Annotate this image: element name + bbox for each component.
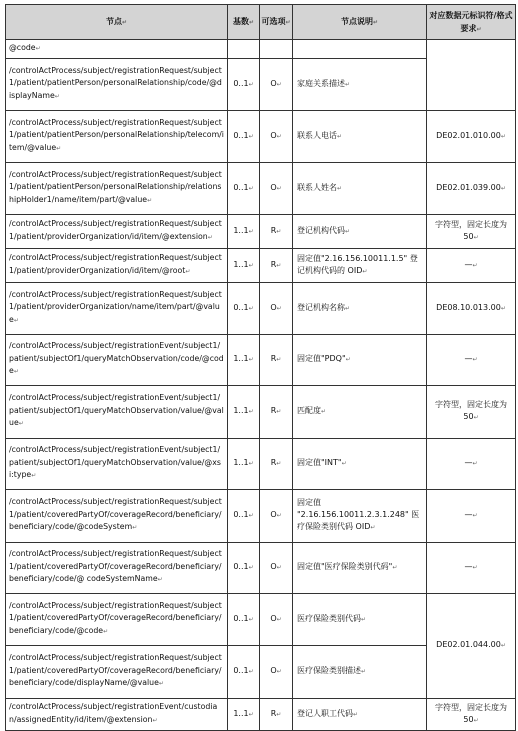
node-description: 登记人职工代码↵ [293, 698, 427, 730]
node-description: 医疗保险类别描述↵ [293, 645, 427, 698]
node-description: 固定值"2.16.156.10011.1.5" 登记机构代码的 OID↵ [293, 248, 427, 282]
node-description: 固定值"医疗保险类别代码"↵ [293, 542, 427, 593]
node-path: /controlActProcess/subject/registrationRequest/subject1/patient/coveredPartyOf/coverageRecord/beneficiary/beneficiary/code/displayName/@value↵ [6, 645, 228, 698]
data-element-id: DE08.10.013.00↵ [427, 282, 516, 334]
data-element-id: —↵ [427, 489, 516, 542]
node-path: /controlActProcess/subject/registrationRequest/subject1/patient/coveredPartyOf/coverageRecord/beneficiary/beneficiary/code/@ codeSystemName↵ [6, 542, 228, 593]
node-description [293, 40, 427, 59]
optionality: O↵ [260, 58, 293, 110]
optionality: O↵ [260, 593, 293, 645]
optionality: O↵ [260, 542, 293, 593]
cardinality: 1..1↵ [228, 248, 260, 282]
node-spec-table [5, 4, 516, 731]
data-element-id: —↵ [427, 334, 516, 385]
cardinality: 1..1↵ [228, 214, 260, 248]
node-description: 家庭关系描述↵ [293, 58, 427, 110]
node-description: 匹配度↵ [293, 385, 427, 438]
data-element-id: 字符型，固定长度为 50↵ [427, 214, 516, 248]
data-element-id: —↵ [427, 438, 516, 489]
node-path: /controlActProcess/subject/registrationRequest/subject1/patient/providerOrganization/id/item/@root↵ [6, 248, 228, 282]
node-path: /controlActProcess/subject/registrationEvent/subject1/patient/subjectOf1/queryMatchObservation/code/@code↵ [6, 334, 228, 385]
data-element-id: DE02.01.010.00↵ [427, 110, 516, 162]
table-row [6, 489, 516, 542]
table-row [6, 698, 516, 730]
table-row [6, 593, 516, 645]
cardinality: 0..1↵ [228, 542, 260, 593]
optionality: R↵ [260, 385, 293, 438]
optionality: R↵ [260, 248, 293, 282]
cardinality: 0..1↵ [228, 282, 260, 334]
header-node: 节点↵ [6, 5, 228, 40]
node-path: /controlActProcess/subject/registrationRequest/subject1/patient/patientPerson/personalRelationship/code/@displayName↵ [6, 58, 228, 110]
cardinality: 0..1↵ [228, 162, 260, 214]
node-description: 联系人姓名↵ [293, 162, 427, 214]
table-row [6, 110, 516, 162]
cardinality: 0..1↵ [228, 489, 260, 542]
optionality: R↵ [260, 334, 293, 385]
node-description: 登记机构名称↵ [293, 282, 427, 334]
header-row [6, 5, 516, 40]
cardinality [228, 40, 260, 59]
table-row [6, 385, 516, 438]
data-element-id: 字符型，固定长度为 50↵ [427, 698, 516, 730]
data-element-id: DE02.01.039.00↵ [427, 162, 516, 214]
optionality: R↵ [260, 214, 293, 248]
optionality: O↵ [260, 489, 293, 542]
node-description: 联系人电话↵ [293, 110, 427, 162]
table-row [6, 248, 516, 282]
header-description: 节点说明↵ [293, 5, 427, 40]
node-path: /controlActProcess/subject/registrationRequest/subject1/patient/providerOrganization/id/item/@extension↵ [6, 214, 228, 248]
data-element-id: 字符型，固定长度为 50↵ [427, 385, 516, 438]
cardinality: 0..1↵ [228, 58, 260, 110]
table-row [6, 214, 516, 248]
optionality: R↵ [260, 438, 293, 489]
optionality: O↵ [260, 162, 293, 214]
data-element-id [427, 40, 516, 111]
cardinality: 1..1↵ [228, 698, 260, 730]
node-description: 登记机构代码↵ [293, 214, 427, 248]
header-data-element: 对应数据元标识符/格式要求↵ [427, 5, 516, 40]
node-path: /controlActProcess/subject/registrationRequest/subject1/patient/coveredPartyOf/coverageRecord/beneficiary/beneficiary/code/@code↵ [6, 593, 228, 645]
header-optional: 可选项↵ [260, 5, 293, 40]
table-row [6, 282, 516, 334]
header-cardinality: 基数↵ [228, 5, 260, 40]
data-element-id: —↵ [427, 542, 516, 593]
table-row [6, 542, 516, 593]
optionality: R↵ [260, 698, 293, 730]
node-description: 固定值"INT"↵ [293, 438, 427, 489]
optionality: O↵ [260, 645, 293, 698]
cardinality: 1..1↵ [228, 438, 260, 489]
optionality: O↵ [260, 110, 293, 162]
node-path: /controlActProcess/subject/registrationRequest/subject1/patient/patientPerson/personalRelationship/relationshipHolder1/name/item/part/@value↵ [6, 162, 228, 214]
table-row [6, 162, 516, 214]
node-path: /controlActProcess/subject/registrationEvent/subject1/patient/subjectOf1/queryMatchObservation/value/@value↵ [6, 385, 228, 438]
node-description: 固定值 "2.16.156.10011.2.3.1.248" 医疗保险类别代码 OID↵ [293, 489, 427, 542]
cardinality: 0..1↵ [228, 110, 260, 162]
cardinality: 1..1↵ [228, 334, 260, 385]
optionality: O↵ [260, 282, 293, 334]
data-element-id: DE02.01.044.00↵ [427, 593, 516, 698]
node-path: @code↵ [6, 40, 228, 59]
node-path: /controlActProcess/subject/registrationRequest/subject1/patient/providerOrganization/name/item/part/@value↵ [6, 282, 228, 334]
node-description: 医疗保险类别代码↵ [293, 593, 427, 645]
node-path: /controlActProcess/subject/registrationEvent/subject1/patient/subjectOf1/queryMatchObservation/value/@xsi:type↵ [6, 438, 228, 489]
node-description: 固定值"PDQ"↵ [293, 334, 427, 385]
table-row [6, 438, 516, 489]
node-path: /controlActProcess/subject/registrationEvent/custodian/assignedEntity/id/item/@extension↵ [6, 698, 228, 730]
optionality [260, 40, 293, 59]
cardinality: 0..1↵ [228, 593, 260, 645]
table-row [6, 40, 516, 59]
table-row [6, 334, 516, 385]
data-element-id: —↵ [427, 248, 516, 282]
node-path: /controlActProcess/subject/registrationRequest/subject1/patient/coveredPartyOf/coverageRecord/beneficiary/beneficiary/code/@codeSystem↵ [6, 489, 228, 542]
cardinality: 1..1↵ [228, 385, 260, 438]
node-path: /controlActProcess/subject/registrationRequest/subject1/patient/patientPerson/personalRelationship/telecom/item/@value↵ [6, 110, 228, 162]
cardinality: 0..1↵ [228, 645, 260, 698]
